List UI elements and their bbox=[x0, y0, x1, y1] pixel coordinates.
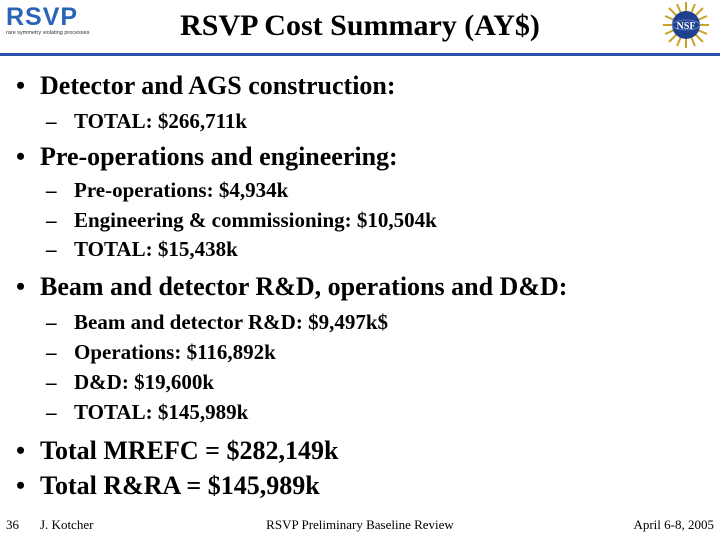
title-rule bbox=[0, 53, 720, 56]
bullet-marker: • bbox=[16, 436, 26, 465]
bullet-total-rra bbox=[16, 471, 320, 501]
bullet-text: Detector and AGS construction: bbox=[40, 71, 396, 100]
footer-date: April 6-8, 2005 bbox=[633, 517, 714, 532]
sub-item bbox=[46, 310, 388, 334]
bullet-text: Beam and detector R&D, operations and D&D: bbox=[40, 272, 568, 301]
footer-author: J. Kotcher bbox=[40, 517, 94, 532]
bullet-text: Total MREFC = $282,149k bbox=[40, 436, 339, 465]
sub-item-text: Engineering & commissioning: $10,504k bbox=[74, 208, 437, 232]
sub-item bbox=[46, 109, 247, 133]
dash-marker: – bbox=[46, 340, 57, 364]
dash-marker: – bbox=[46, 310, 57, 334]
bullet-marker: • bbox=[16, 272, 26, 301]
slide-title: RSVP Cost Summary (AY$) bbox=[180, 9, 540, 42]
dash-marker: – bbox=[46, 208, 57, 232]
dash-marker: – bbox=[46, 370, 57, 394]
sub-item-text: D&D: $19,600k bbox=[74, 370, 214, 394]
sub-item-text: TOTAL: $266,711k bbox=[74, 109, 248, 133]
sub-item-text: Operations: $116,892k bbox=[74, 340, 276, 364]
sub-item bbox=[46, 400, 248, 424]
bullet-total-mrefc bbox=[16, 436, 338, 466]
dash-marker: – bbox=[46, 400, 57, 424]
sub-item bbox=[46, 178, 288, 202]
rsvp-logo-text: RSVP bbox=[6, 3, 79, 31]
sub-item-text: TOTAL: $145,989k bbox=[74, 400, 249, 424]
bullet-marker: • bbox=[16, 471, 26, 500]
dash-marker: – bbox=[46, 237, 57, 261]
bullet-beam-detector bbox=[16, 272, 567, 302]
bullet-marker: • bbox=[16, 71, 26, 100]
sub-item-text: Beam and detector R&D: $9,497k$ bbox=[74, 310, 388, 334]
nsf-logo bbox=[658, 1, 714, 49]
bullet-pre-operations bbox=[16, 142, 398, 172]
bullet-text: Pre-operations and engineering: bbox=[40, 142, 398, 171]
sub-item bbox=[46, 370, 214, 394]
sub-item-text: TOTAL: $15,438k bbox=[74, 237, 238, 261]
dash-marker: – bbox=[46, 109, 57, 133]
sub-item-text: Pre-operations: $4,934k bbox=[74, 178, 289, 202]
bullet-text: Total R&RA = $145,989k bbox=[40, 471, 320, 500]
rsvp-logo-tagline: rare symmetry violating processes bbox=[6, 30, 90, 36]
sub-item bbox=[46, 340, 276, 364]
bullet-detector-ags bbox=[16, 71, 396, 101]
bullet-marker: • bbox=[16, 142, 26, 171]
sub-item bbox=[46, 237, 238, 261]
nsf-logo-text: NSF bbox=[676, 21, 696, 32]
sub-item bbox=[46, 208, 437, 232]
dash-marker: – bbox=[46, 178, 57, 202]
page-number: 36 bbox=[6, 517, 19, 532]
footer-center: RSVP Preliminary Baseline Review bbox=[266, 517, 454, 532]
